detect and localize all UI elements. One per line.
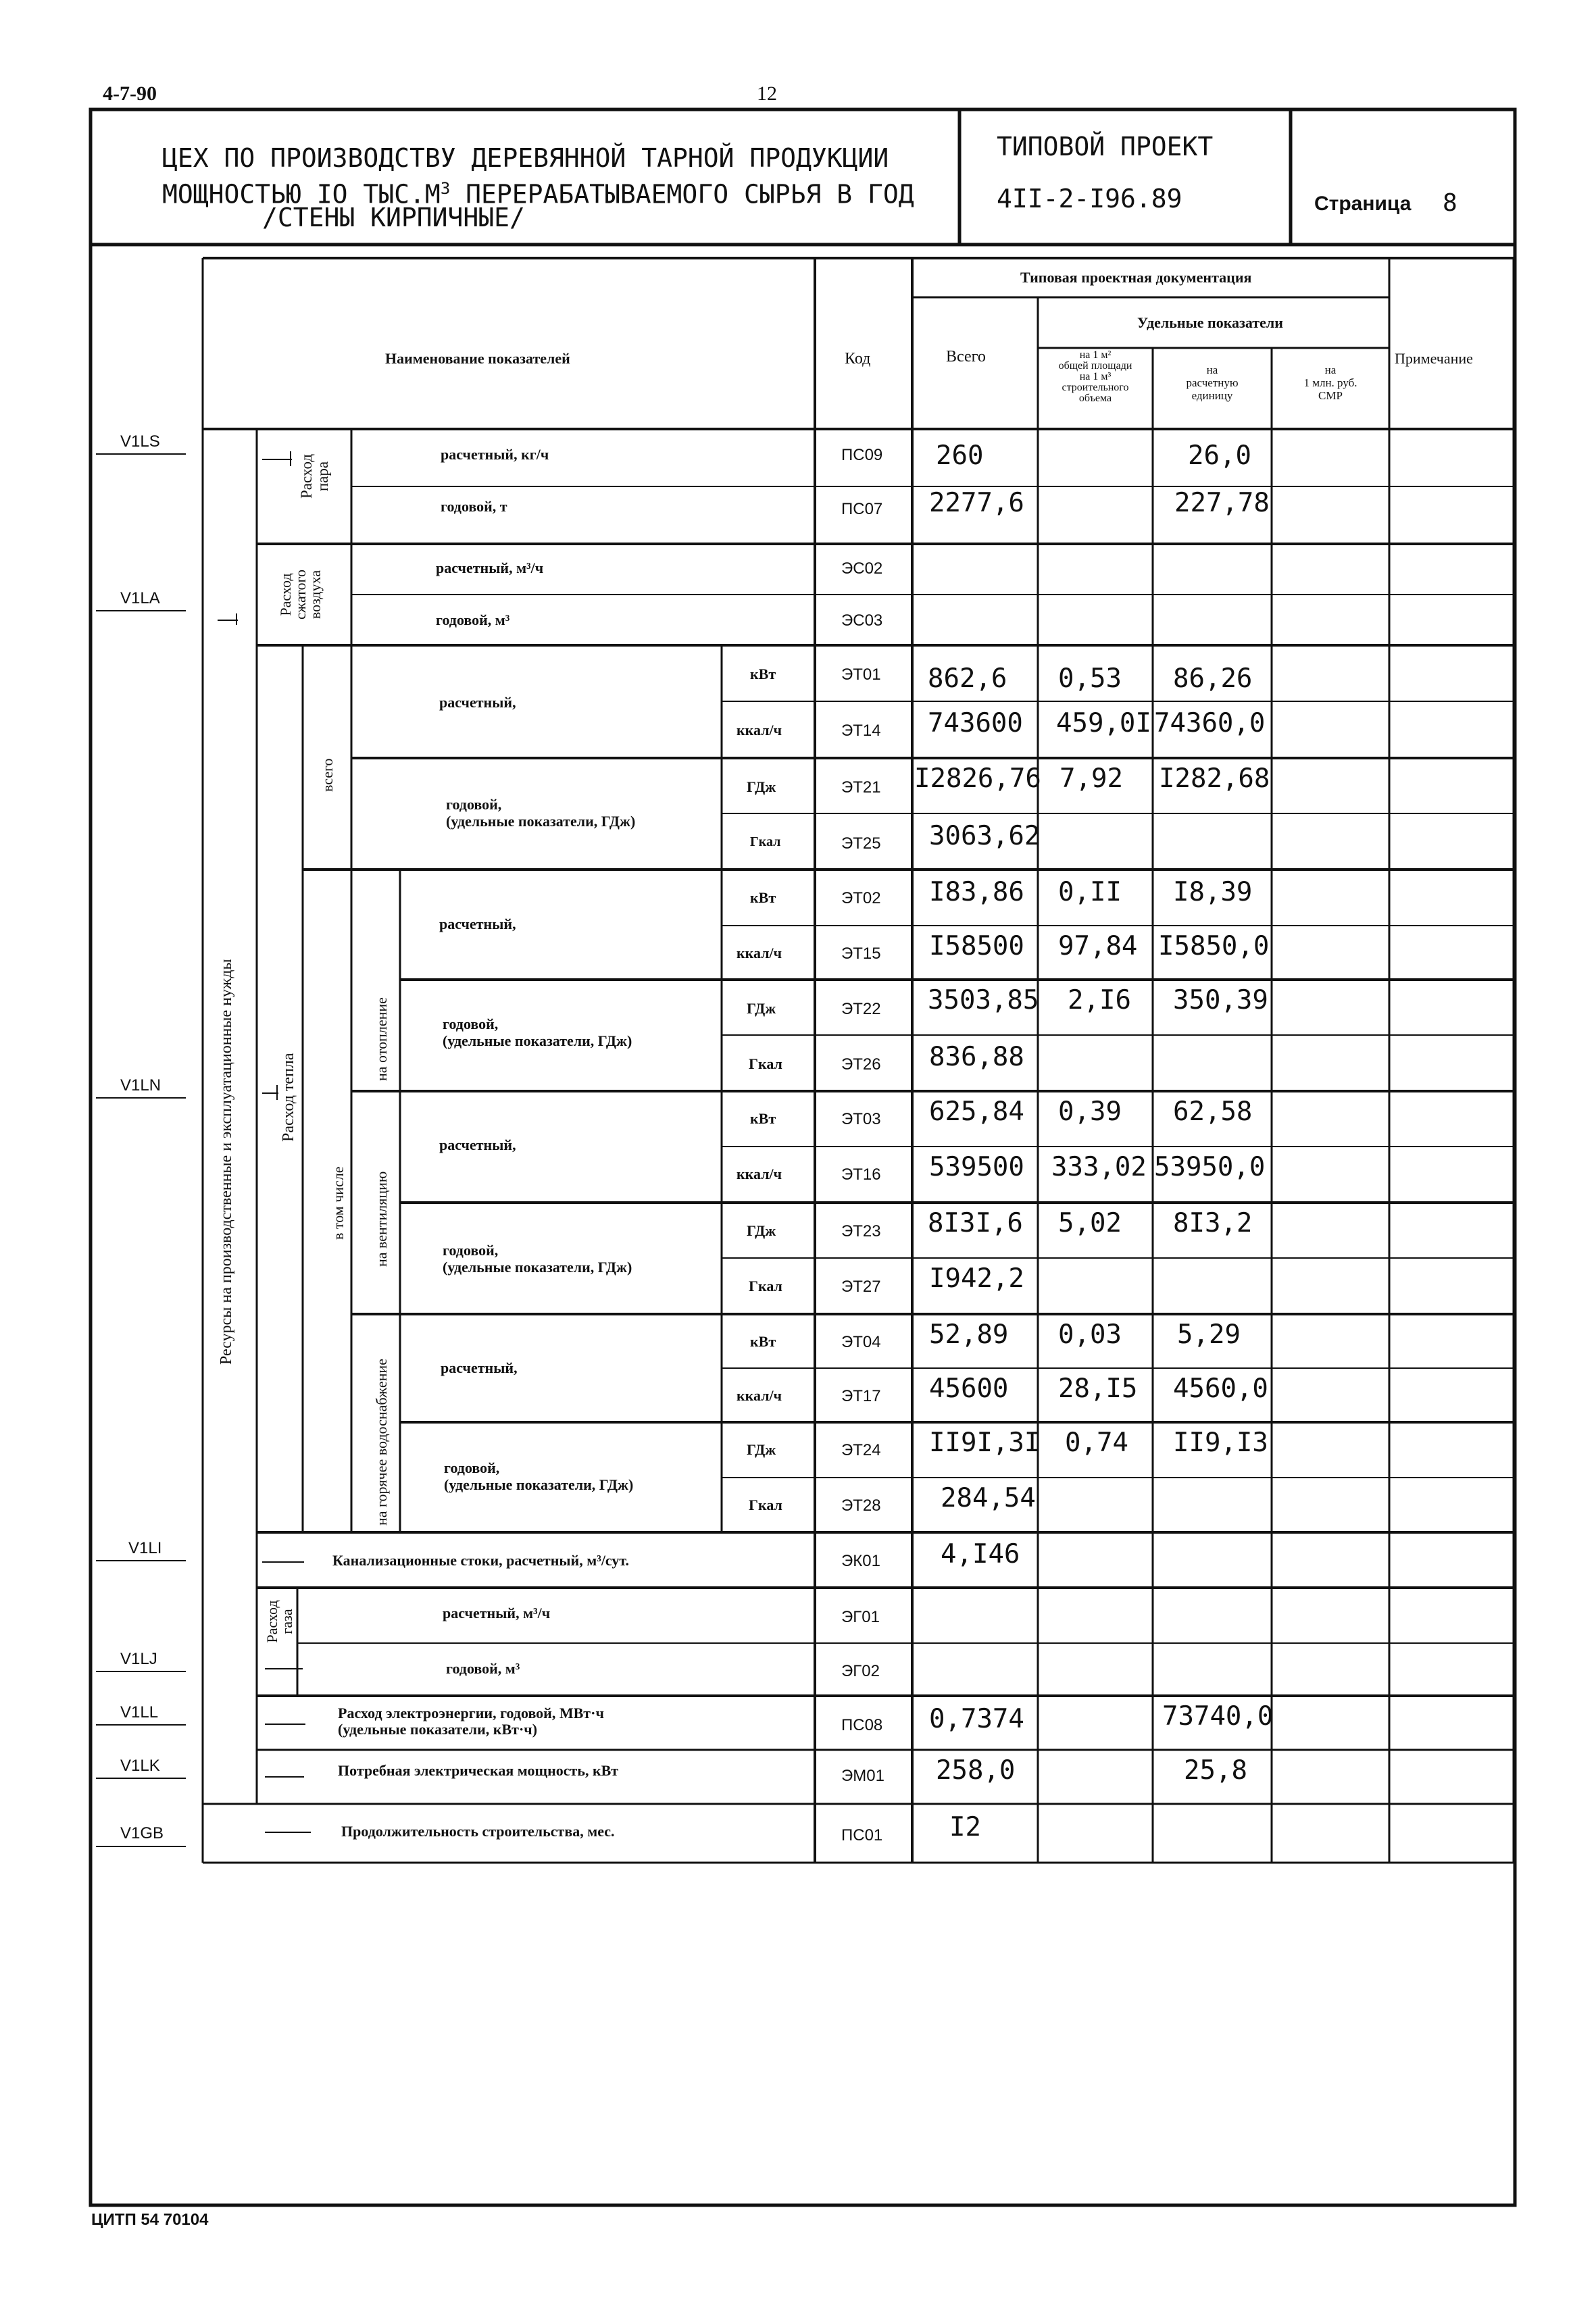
row-total: II9I,3I (929, 1428, 1041, 1458)
row-code: ЭТ03 (841, 1110, 881, 1128)
row-code: ЭТ02 (841, 889, 881, 907)
row-per-unit: 62,58 (1173, 1097, 1253, 1127)
row-per-unit: 5,29 (1177, 1319, 1241, 1350)
unit-kw: кВт (750, 665, 776, 682)
unit-gcal: Гкал (750, 834, 781, 849)
row-code: ЭТ01 (841, 665, 881, 684)
row-per-m2: 0,39 (1058, 1097, 1122, 1127)
label-vent-annual-2: (удельные показатели, ГДж) (443, 1259, 632, 1276)
row-total: I942,2 (929, 1263, 1024, 1294)
label-power: Потребная электрическая мощность, кВт (338, 1762, 619, 1779)
vlabel-incl: в том числе (330, 1166, 347, 1240)
row-per-unit: 26,0 (1188, 441, 1251, 471)
row-total: 8I3I,6 (928, 1208, 1023, 1238)
row-total: 284,54 (941, 1483, 1036, 1513)
unit-kw: кВт (750, 1110, 776, 1127)
row-total: 836,88 (929, 1042, 1024, 1072)
label-elec-1: Расход электроэнергии, годовой, МВт·ч (338, 1705, 604, 1721)
row-code: ЭТ22 (841, 1000, 881, 1018)
unit-kw: кВт (750, 889, 776, 906)
row-total: I2 (949, 1812, 981, 1842)
row-total: 539500 (929, 1152, 1024, 1182)
label-air-annual: годовой, м³ (436, 611, 510, 628)
row-per-unit: I282,68 (1159, 763, 1270, 794)
row-per-m2: 28,I5 (1058, 1374, 1138, 1404)
unit-gj: ГДж (747, 1441, 776, 1458)
unit-gj: ГДж (747, 1000, 776, 1017)
page-value: 8 (1443, 189, 1457, 217)
label-hotwater-annual-2: (удельные показатели, ГДж) (444, 1476, 634, 1493)
row-total: 258,0 (936, 1755, 1016, 1786)
label-gas-annual: годовой, м³ (446, 1660, 520, 1677)
col-total-header: Всего (946, 348, 986, 366)
row-code: ЭТ16 (841, 1165, 881, 1184)
row-code: ЭТ25 (841, 834, 881, 853)
label-elec-2: (удельные показатели, кВт·ч) (338, 1721, 538, 1738)
row-per-unit: 8I3,2 (1173, 1208, 1253, 1238)
label-vent-calc: расчетный, (439, 1136, 516, 1153)
row-total: 625,84 (929, 1097, 1024, 1127)
vlabel-heat: Расход тепла (280, 1053, 297, 1142)
row-per-m2: 2,I6 (1068, 985, 1131, 1015)
unit-gj: ГДж (747, 1222, 776, 1239)
unit-kcal: ккал/ч (737, 722, 782, 738)
unit-kcal: ккал/ч (737, 945, 782, 961)
row-per-unit: 4560,0 (1173, 1374, 1268, 1404)
row-code: ЭГ02 (841, 1662, 880, 1680)
page-number: 12 (757, 82, 777, 105)
row-total: 3503,85 (928, 985, 1039, 1015)
row-per-m2: 0,74 (1065, 1428, 1128, 1458)
footer-stamp: ЦИТП 54 70104 (91, 2211, 209, 2229)
row-total: 743600 (928, 708, 1023, 738)
row-per-unit: 86,26 (1173, 663, 1253, 694)
row-per-m2: 459,0I (1056, 708, 1151, 738)
label-total-annual-1: годовой, (446, 796, 502, 813)
row-code: ЭМ01 (841, 1767, 884, 1785)
row-per-unit: 227,78 (1174, 488, 1270, 518)
row-per-unit: 350,39 (1173, 985, 1268, 1015)
col-doc-group: Типовая проектная документация (1020, 269, 1252, 286)
col-specific-group: Удельные показатели (1137, 314, 1283, 331)
col-per-mln-header: на 1 млн. руб. СМР (1303, 363, 1357, 402)
title-line-2: МОЩНОСТЬЮ IO $ТЫС.М^3$ ПЕРЕРАБАТЫВАЕМОГО СЫРЬЯ В ГОД (162, 179, 914, 209)
side-code-v1ll: V1LL (120, 1703, 159, 1721)
vlabel-total: всего (319, 758, 336, 792)
vlabel-resources: Ресурсы на производственные и эксплуатационные нужды (218, 959, 235, 1365)
title-line-1: ЦЕХ ПО ПРОИЗВОДСТВУ ДЕРЕВЯННОЙ ТАРНОЙ ПРОДУКЦИИ (162, 143, 889, 173)
row-per-unit: 25,8 (1184, 1755, 1247, 1786)
row-code: ПС08 (841, 1716, 883, 1734)
label-heating-calc: расчетный, (439, 915, 516, 932)
row-per-unit: I5850,0 (1158, 931, 1270, 961)
vlabel-ventilation: на вентиляцию (373, 1171, 390, 1267)
row-code: ПС01 (841, 1826, 883, 1844)
row-code: ЭК01 (841, 1552, 880, 1570)
row-code: ЭТ24 (841, 1441, 881, 1459)
row-total: I58500 (929, 931, 1024, 961)
row-total: 2277,6 (929, 488, 1024, 518)
row-code: ЭТ14 (841, 722, 881, 740)
vlabel-heating: на отопление (373, 997, 390, 1081)
row-per-unit: 53950,0 (1154, 1152, 1266, 1182)
row-code: ЭТ28 (841, 1496, 881, 1515)
side-code-v1lj: V1LJ (120, 1650, 157, 1668)
row-code: ПС07 (841, 500, 883, 518)
row-code: ЭТ27 (841, 1278, 881, 1296)
label-heating-annual-1: годовой, (443, 1015, 499, 1032)
page-label: Страница (1314, 193, 1412, 215)
col-note-header: Примечание (1395, 350, 1473, 367)
row-code: ЭТ17 (841, 1387, 881, 1405)
side-code-v1li: V1LI (128, 1539, 162, 1557)
row-total: 3063,62 (929, 821, 1041, 851)
row-per-unit: 73740,0 (1162, 1701, 1274, 1732)
label-sewage: Канализационные стоки, расчетный, м³/сут. (332, 1552, 630, 1569)
row-total: 4,I46 (941, 1539, 1020, 1569)
row-code: ЭТ26 (841, 1055, 881, 1074)
row-per-m2: 0,53 (1058, 663, 1122, 694)
label-vent-annual-1: годовой, (443, 1242, 499, 1259)
row-total: 45600 (929, 1374, 1009, 1404)
side-code-v1lk: V1LK (120, 1757, 160, 1775)
row-code: ЭГ01 (841, 1608, 880, 1626)
row-code: ПС09 (841, 446, 883, 464)
label-total-calc: расчетный, (439, 694, 516, 711)
label-gas-calc: расчетный, м³/ч (443, 1605, 551, 1621)
label-heating-annual-2: (удельные показатели, ГДж) (443, 1032, 632, 1049)
side-code-v1ln: V1LN (120, 1076, 161, 1095)
col-code-header: Код (845, 350, 871, 368)
label-steam-calc: расчетный, кг/ч (441, 446, 549, 463)
row-code: ЭТ04 (841, 1333, 881, 1351)
col-per-m2-header: на 1 м² общей площади на 1 м³ строительного объема (1058, 349, 1132, 404)
row-per-m2: 333,02 (1051, 1152, 1147, 1182)
unit-gcal: Гкал (749, 1278, 782, 1294)
side-code-v1ls: V1LS (120, 432, 160, 451)
unit-gcal: Гкал (749, 1055, 782, 1072)
label-duration: Продолжительность строительства, мес. (341, 1823, 615, 1840)
row-code: ЭС03 (841, 611, 883, 630)
label-steam-annual: годовой, т (441, 498, 507, 515)
row-code: ЭС02 (841, 559, 883, 578)
doc-number: 4-7-90 (103, 82, 157, 105)
side-code-v1gb: V1GB (120, 1824, 164, 1842)
vlabel-gas: Расход газа (264, 1600, 295, 1643)
unit-kw: кВт (750, 1333, 776, 1350)
row-per-m2: 97,84 (1058, 931, 1138, 961)
row-code: ЭТ15 (841, 945, 881, 963)
row-per-m2: 5,02 (1058, 1208, 1122, 1238)
unit-gj: ГДж (747, 778, 776, 795)
row-code: ЭТ23 (841, 1222, 881, 1240)
vlabel-air: Расход сжатого воздуха (277, 570, 324, 620)
unit-gcal: Гкал (749, 1496, 782, 1513)
vlabel-hotwater: на горячее водоснабжение (373, 1358, 390, 1526)
label-hotwater-calc: расчетный, (441, 1359, 518, 1376)
unit-kcal: ккал/ч (737, 1165, 782, 1182)
project-code: 4II-2-I96.89 (997, 184, 1182, 213)
vlabel-steam: Расход пара (298, 453, 331, 499)
row-total: 862,6 (928, 663, 1007, 694)
side-code-v1la: V1LA (120, 589, 160, 607)
row-code: ЭТ21 (841, 778, 881, 797)
row-per-unit: 74360,0 (1154, 708, 1266, 738)
row-total: 52,89 (929, 1319, 1009, 1350)
row-per-m2: 0,II (1058, 877, 1122, 907)
row-per-unit: II9,I3 (1173, 1428, 1268, 1458)
row-per-m2: 0,03 (1058, 1319, 1122, 1350)
col-per-unit-header: на расчетную единицу (1186, 363, 1239, 402)
row-total: 260 (936, 441, 984, 471)
row-total: I2826,76 (914, 763, 1041, 794)
row-total: 0,7374 (929, 1704, 1024, 1734)
unit-kcal: ккал/ч (737, 1387, 782, 1404)
label-air-calc: расчетный, м³/ч (436, 559, 544, 576)
title-line-3: /СТЕНЫ КИРПИЧНЫЕ/ (262, 203, 525, 232)
row-per-unit: I8,39 (1173, 877, 1253, 907)
row-per-m2: 7,92 (1059, 763, 1123, 794)
label-hotwater-annual-1: годовой, (444, 1459, 500, 1476)
col-name-header: Наименование показателей (385, 350, 570, 367)
row-total: I83,86 (929, 877, 1024, 907)
label-total-annual-2: (удельные показатели, ГДж) (446, 813, 636, 830)
project-type-label: ТИПОВОЙ ПРОЕКТ (997, 132, 1214, 161)
